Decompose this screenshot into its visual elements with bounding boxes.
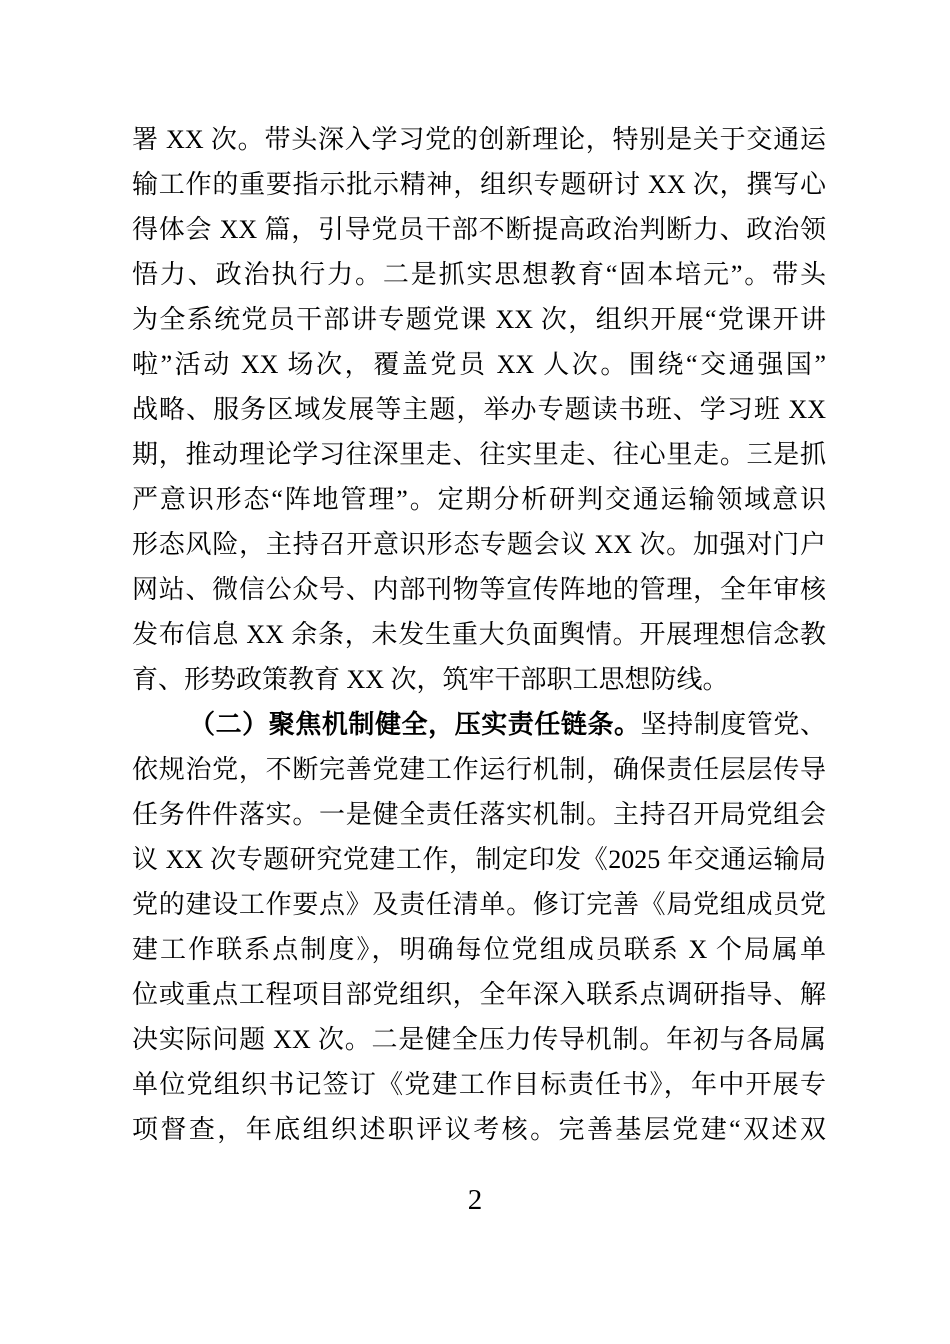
text-line bbox=[132, 432, 826, 477]
body-text-run: 悟力、政治执行力。二是抓实思想教育“固本培元”。带头 bbox=[132, 260, 826, 289]
text-line bbox=[132, 522, 826, 567]
body-text-run: 署 XX 次。带头深入学习党的创新理论，特别是关于交通运 bbox=[132, 125, 826, 154]
section-heading-run: （二）聚焦机制健全，压实责任链条。 bbox=[189, 710, 641, 739]
body-text-run: 决实际问题 XX 次。二是健全压力传导机制。年初与各局属 bbox=[132, 1025, 826, 1054]
text-line bbox=[132, 387, 826, 432]
text-line bbox=[132, 567, 826, 612]
text-line bbox=[132, 477, 826, 522]
text-line bbox=[132, 1107, 826, 1152]
page-number: 2 bbox=[467, 1184, 483, 1216]
text-line bbox=[132, 342, 826, 387]
body-text-run: 发布信息 XX 余条，未发生重大负面舆情。开展理想信念教 bbox=[132, 620, 826, 649]
text-line bbox=[132, 972, 826, 1017]
text-line bbox=[132, 252, 826, 297]
body-text-run: 网站、微信公众号、内部刊物等宣传阵地的管理，全年审核 bbox=[132, 575, 826, 604]
body-text-run: 单位党组织书记签订《党建工作目标责任书》，年中开展专 bbox=[132, 1070, 826, 1099]
body-text-run: 位或重点工程项目部党组织，全年深入联系点调研指导、解 bbox=[132, 980, 826, 1009]
body-text-run: 形态风险，主持召开意识形态专题会议 XX 次。加强对门户 bbox=[132, 530, 826, 559]
text-line bbox=[132, 882, 826, 927]
text-line bbox=[132, 657, 826, 702]
body-text-run: 啦”活动 XX 场次，覆盖党员 XX 人次。围绕“交通强国” bbox=[132, 350, 826, 379]
text-line bbox=[132, 1017, 826, 1062]
text-line bbox=[132, 792, 826, 837]
text-line bbox=[132, 927, 826, 972]
body-text-run: 为全系统党员干部讲专题党课 XX 次，组织开展“党课开讲 bbox=[132, 305, 826, 334]
body-text-run: 党的建设工作要点》及责任清单。修订完善《局党组成员党 bbox=[132, 890, 826, 919]
body-text-run: 议 XX 次专题研究党建工作，制定印发《2025 年交通运输局 bbox=[132, 845, 826, 874]
text-line bbox=[132, 1062, 826, 1107]
text-line bbox=[132, 747, 826, 792]
body-text-run: 依规治党，不断完善党建工作运行机制，确保责任层层传导 bbox=[132, 755, 826, 784]
body-text-run: 建工作联系点制度》，明确每位党组成员联系 X 个局属单 bbox=[132, 935, 826, 964]
body-text-run: 严意识形态“阵地管理”。定期分析研判交通运输领域意识 bbox=[132, 485, 826, 514]
text-line bbox=[132, 612, 826, 657]
body-text-run: 输工作的重要指示批示精神，组织专题研讨 XX 次，撰写心 bbox=[132, 170, 826, 199]
text-line bbox=[132, 297, 826, 342]
text-line bbox=[132, 117, 826, 162]
text-line bbox=[132, 162, 826, 207]
document-text bbox=[132, 117, 826, 1152]
text-line bbox=[132, 702, 826, 747]
body-text-run: 期，推动理论学习往深里走、往实里走、往心里走。三是抓 bbox=[132, 440, 826, 469]
body-text-run: 战略、服务区域发展等主题，举办专题读书班、学习班 XX bbox=[132, 395, 826, 424]
body-text-run: 坚持制度管党、 bbox=[640, 710, 826, 739]
body-text-run: 得体会 XX 篇，引导党员干部不断提高政治判断力、政治领 bbox=[132, 215, 826, 244]
body-text-run: 任务件件落实。一是健全责任落实机制。主持召开局党组会 bbox=[132, 800, 826, 829]
text-line bbox=[132, 837, 826, 882]
body-text-run: 育、形势政策教育 XX 次，筑牢干部职工思想防线。 bbox=[132, 665, 729, 694]
text-line bbox=[132, 207, 826, 252]
body-text-run: 项督查，年底组织述职评议考核。完善基层党建“双述双 bbox=[132, 1115, 826, 1144]
